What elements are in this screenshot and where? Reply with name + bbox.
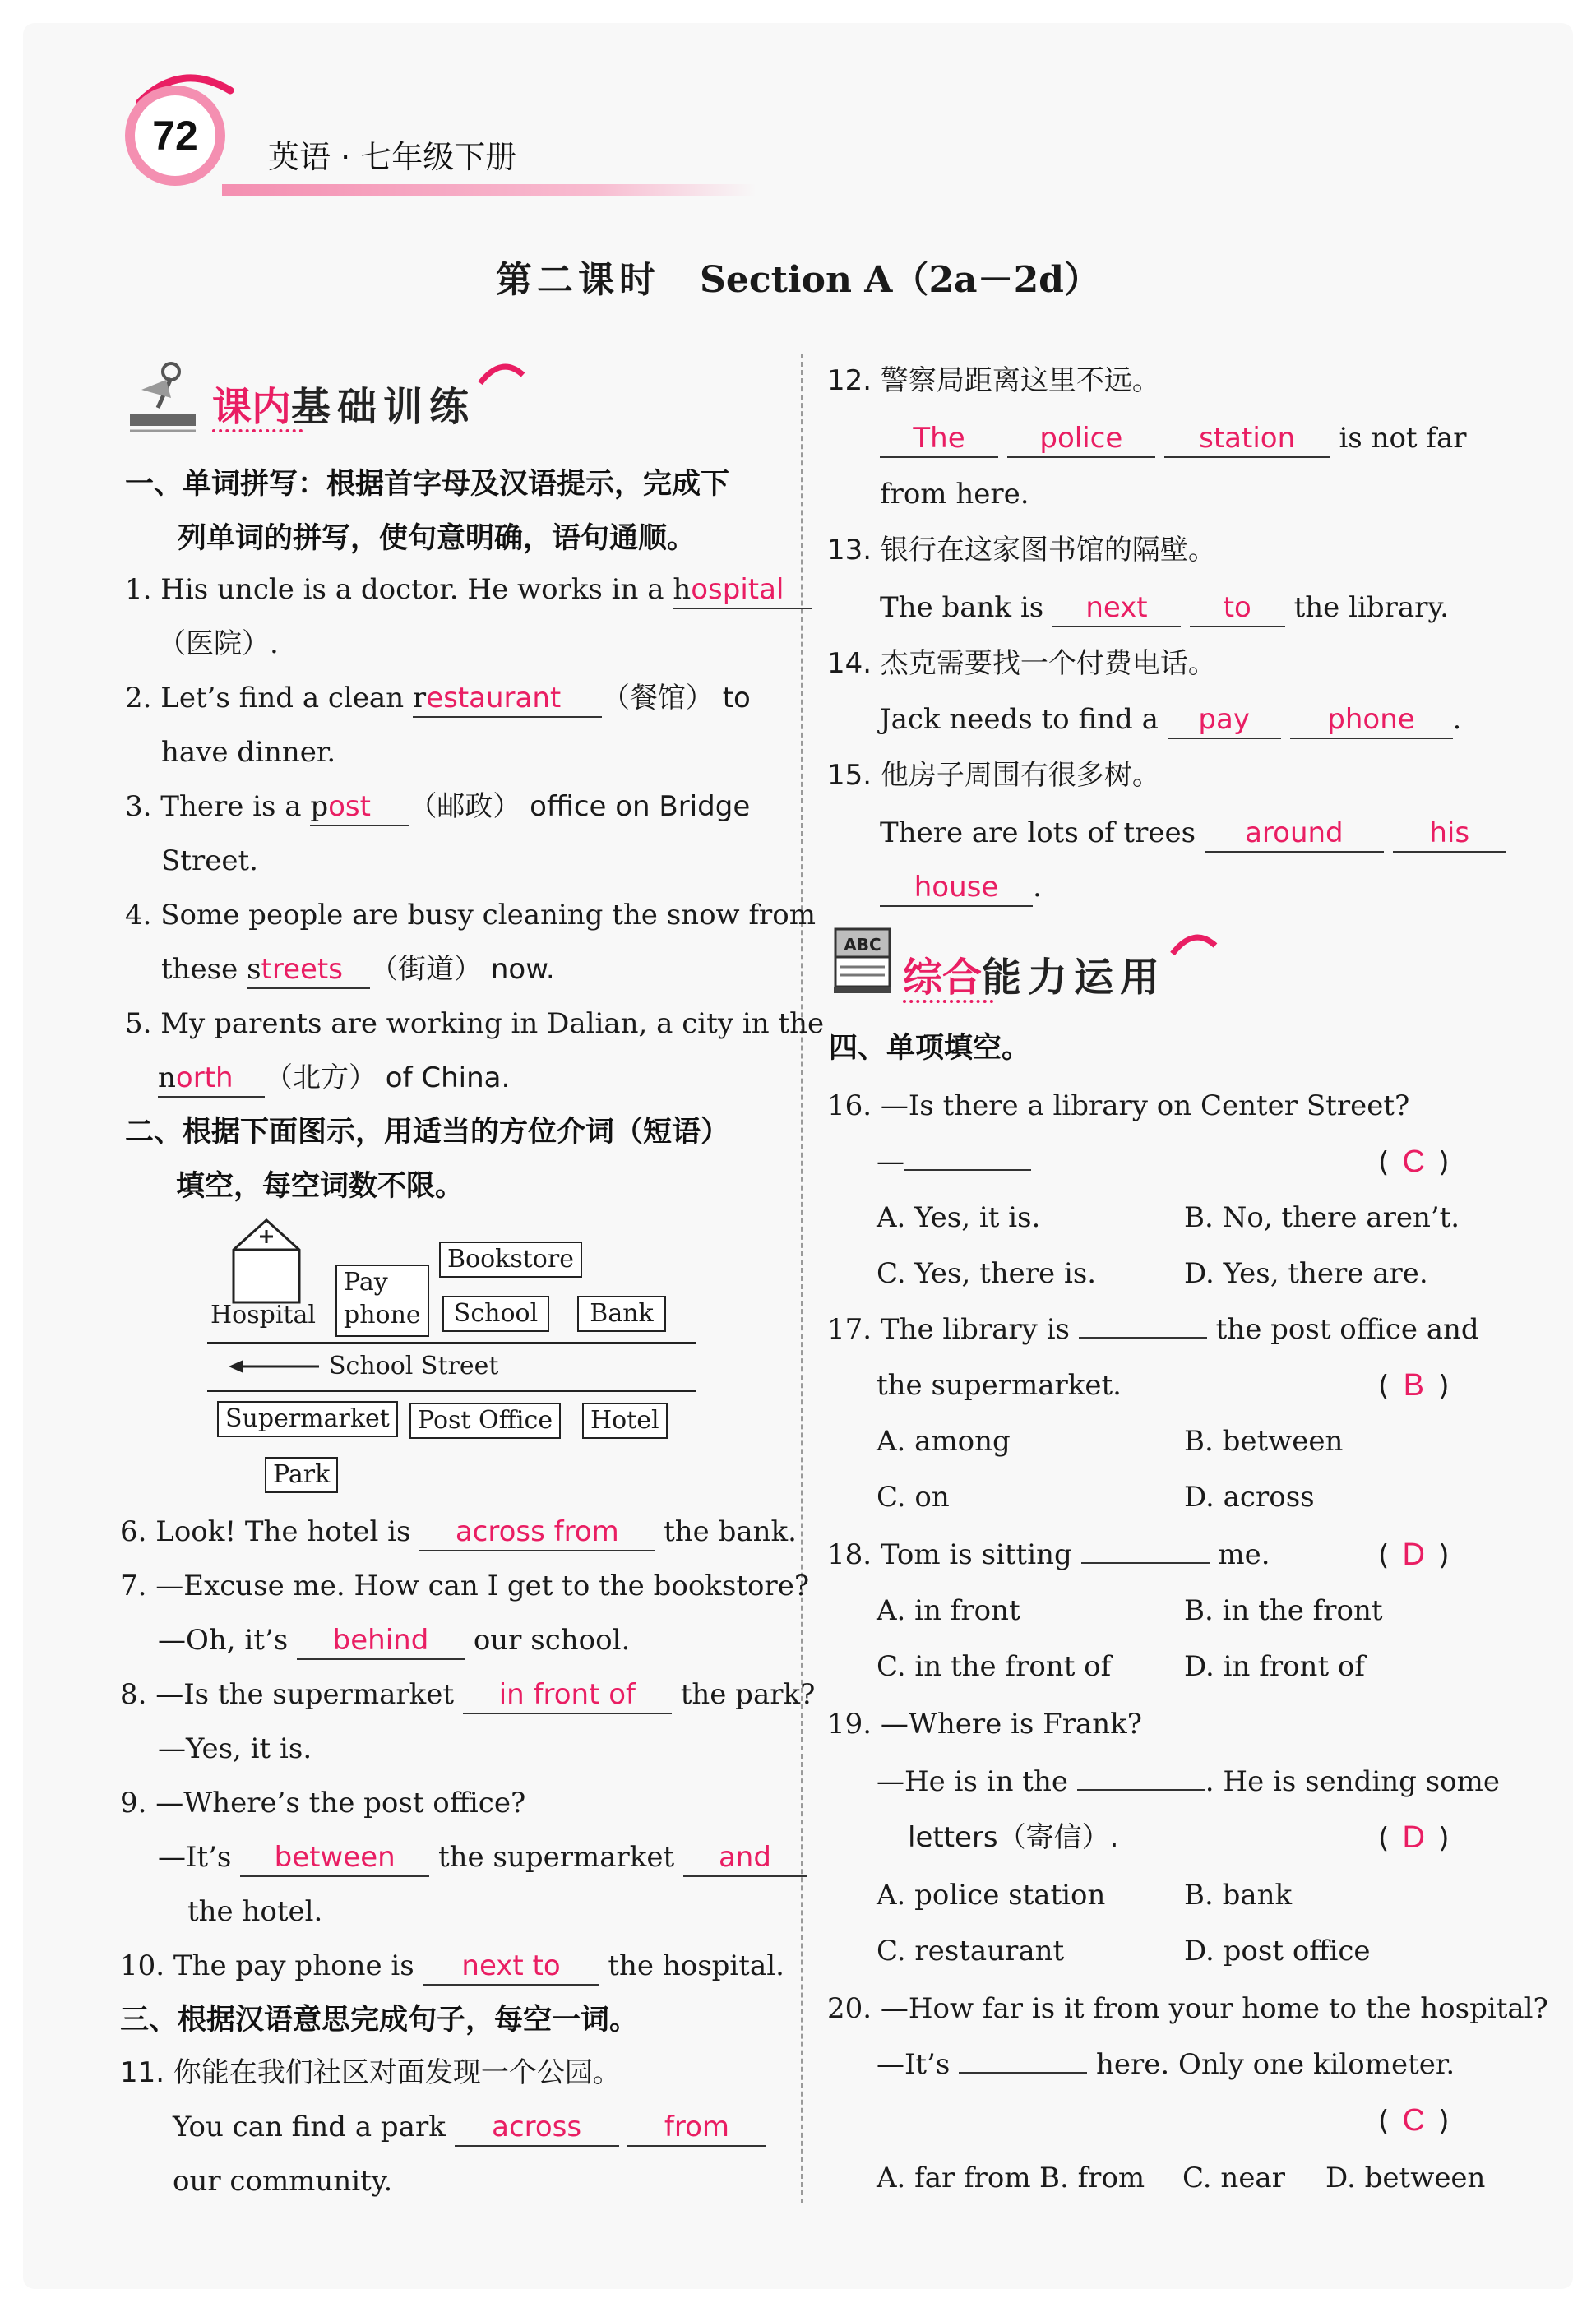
street-bottom-line — [207, 1390, 696, 1392]
q10-pre: 10. The pay phone is — [120, 1949, 414, 1982]
q20-option-c[interactable]: C. near — [1182, 2162, 1285, 2194]
column-divider — [801, 354, 803, 2203]
q20-pre: —It’s — [877, 2048, 951, 2081]
q5-first: n — [158, 1061, 176, 1094]
q11-pre: You can find a park — [173, 2111, 446, 2143]
q18-option-b[interactable]: B. in the front — [1184, 1594, 1383, 1627]
q4-line2 — [161, 942, 555, 996]
q18-blank[interactable] — [1081, 1562, 1210, 1564]
q1-line1 — [125, 562, 812, 617]
q15-line2 — [880, 806, 1506, 860]
left-arrow-icon — [227, 1357, 322, 1376]
q7-line2 — [158, 1613, 630, 1667]
map-park: Park — [265, 1457, 338, 1493]
q20-choice: C — [1402, 2103, 1425, 2138]
q11-cn: 11. 你能在我们社区对面发现一个公园。 — [120, 2056, 621, 2089]
q18-post: me. — [1218, 1538, 1270, 1571]
q10-line — [120, 1939, 784, 1993]
part1-heading-2: 列单词的拼写，使句意明确，语句通顺。 — [178, 522, 696, 555]
q4-first: s — [247, 953, 261, 986]
q18-choice-paren: ( D ) — [1378, 1528, 1450, 1583]
banner-swoosh-icon — [477, 355, 526, 388]
q16-option-c[interactable]: C. Yes, there is. — [877, 1257, 1097, 1290]
q10-post: the hospital. — [608, 1949, 784, 1982]
q17-option-a[interactable]: A. among — [877, 1425, 1011, 1458]
part2-heading-2: 填空，每空词数不限。 — [176, 1170, 465, 1203]
map-pay: Pay — [344, 1268, 388, 1297]
q6-line — [120, 1505, 797, 1559]
q17-line1 — [827, 1302, 1479, 1357]
q19-line2 — [877, 1755, 1500, 1809]
q9-mid: the supermarket — [437, 1841, 675, 1874]
q20-post: here. Only one kilometer. — [1095, 2048, 1455, 2081]
part2-heading-1: 二、根据下面图示，用适当的方位介词（短语） — [125, 1116, 730, 1149]
q16-option-d[interactable]: D. Yes, there are. — [1184, 1257, 1428, 1290]
q20-blank[interactable] — [959, 2072, 1087, 2074]
q17-post: the post office and — [1215, 1313, 1479, 1346]
q17-pre: 17. The library is — [827, 1313, 1071, 1346]
q3-blank[interactable] — [310, 788, 409, 826]
q14-cn: 14. 杰克需要找一个付费电话。 — [827, 647, 1216, 680]
q18-option-c[interactable]: C. in the front of — [877, 1650, 1112, 1683]
q19-option-c[interactable]: C. restaurant — [877, 1935, 1065, 1968]
q18-choice: D — [1402, 1537, 1425, 1572]
q6-answer[interactable]: across from — [419, 1514, 655, 1551]
q11-answer-1[interactable]: across — [455, 2109, 619, 2147]
q8-pre: 8. —Is the supermarket — [120, 1678, 455, 1711]
q5-post: （北方） of China. — [265, 1061, 511, 1094]
q8-line1 — [120, 1667, 815, 1722]
q2-line2: have dinner. — [161, 736, 336, 769]
q17-choice: B — [1403, 1368, 1424, 1403]
q3-answer: ost — [328, 790, 371, 823]
q3-line1 — [125, 779, 750, 834]
q14-answer-2[interactable]: phone — [1290, 701, 1453, 739]
q9-line3: the hotel. — [187, 1895, 323, 1928]
q19-option-b[interactable]: B. bank — [1184, 1879, 1293, 1912]
q19-pre: —He is in the — [877, 1765, 1068, 1798]
q9-pre: —It’s — [158, 1841, 232, 1874]
q14-answer-1[interactable]: pay — [1168, 701, 1281, 739]
q16-line1: 16. —Is there a library on Center Street? — [827, 1089, 1410, 1122]
q9-answer-1[interactable]: between — [240, 1839, 429, 1877]
q20-choice-paren: ( C ) — [1378, 2093, 1450, 2148]
q17-blank[interactable] — [1079, 1337, 1207, 1339]
q9-line1: 9. —Where’s the post office? — [120, 1787, 526, 1820]
q5-blank[interactable] — [158, 1060, 265, 1098]
q20-line2 — [877, 2037, 1455, 2092]
q19-post: . He is sending some — [1205, 1765, 1500, 1798]
q1-first: h — [673, 573, 692, 606]
q14-post: . — [1452, 703, 1462, 736]
q4-blank[interactable] — [247, 951, 370, 989]
svg-text:ABC: ABC — [844, 935, 881, 955]
q2-pre: 2. Let’s find a clean — [125, 682, 405, 714]
q5-answer: orth — [175, 1061, 234, 1094]
q13-answer-1[interactable]: next — [1052, 590, 1181, 627]
abc-book-icon — [832, 926, 895, 998]
map-bookstore: Bookstore — [439, 1242, 582, 1278]
q2-blank[interactable] — [413, 680, 602, 718]
q9-line2 — [158, 1830, 807, 1884]
q3-first: p — [310, 790, 329, 823]
lesson-title — [0, 250, 1596, 303]
q13-pre: The bank is — [880, 591, 1044, 624]
q11-line2 — [173, 2100, 766, 2154]
q18-option-a[interactable]: A. in front — [877, 1594, 1020, 1627]
q19-line1: 19. —Where is Frank? — [827, 1708, 1142, 1741]
q2-line1 — [125, 671, 751, 725]
q11-answer-2[interactable]: from — [627, 2109, 766, 2147]
page-number: 72 — [135, 95, 215, 176]
q2-first: r — [412, 682, 427, 714]
q16-option-b[interactable]: B. No, there aren’t. — [1184, 1201, 1460, 1234]
q1-line2: （医院）. — [158, 627, 279, 660]
q16-choice: C — [1402, 1144, 1425, 1179]
lesson-title-en: Section A（2a－2d） — [700, 259, 1100, 301]
header-rule — [222, 184, 756, 196]
q12-answer-1[interactable]: The — [880, 420, 998, 458]
q9-answer-2[interactable]: and — [683, 1839, 807, 1877]
section-basic-title-b: 基础训练 — [291, 384, 476, 430]
q16-choice-paren: ( C ) — [1378, 1135, 1450, 1190]
q7-post: our school. — [473, 1624, 631, 1657]
q15-answer-2[interactable]: his — [1393, 815, 1506, 853]
q17-option-c[interactable]: C. on — [877, 1481, 950, 1514]
map-supermarket: Supermarket — [217, 1401, 398, 1437]
q13-answer-2[interactable]: to — [1190, 590, 1285, 627]
q5-line2 — [158, 1051, 510, 1105]
q10-answer[interactable]: next to — [423, 1948, 599, 1986]
q20-option-d[interactable]: D. between — [1325, 2162, 1486, 2194]
q4-post: （街道） now. — [370, 953, 555, 986]
q4-line1: 4. Some people are busy cleaning the snow from — [125, 899, 816, 932]
q2-post: （餐馆） to — [601, 682, 751, 714]
q7-pre: —Oh, it’s — [158, 1624, 289, 1657]
q7-answer[interactable]: behind — [297, 1622, 465, 1660]
q5-line1: 5. My parents are working in Dalian, a city in the — [125, 1007, 825, 1040]
q18-line1 — [827, 1528, 1270, 1582]
q20-option-a[interactable]: A. far from — [877, 2162, 1031, 2194]
map-post-office: Post Office — [409, 1403, 561, 1439]
q14-pre: Jack needs to find a — [880, 703, 1159, 736]
q16-line2 — [877, 1135, 1031, 1189]
map-bank: Bank — [577, 1296, 666, 1332]
banner-dots-2 — [903, 1000, 993, 1003]
hospital-building-icon — [230, 1217, 304, 1307]
q12-cn: 12. 警察局距离这里不远。 — [827, 364, 1160, 397]
q12-line3: from here. — [880, 478, 1029, 511]
q13-cn: 13. 银行在这家图书馆的隔壁。 — [827, 534, 1216, 566]
q8-line2: —Yes, it is. — [158, 1732, 312, 1765]
q6-post: the bank. — [664, 1515, 797, 1548]
section-ability-title-b: 能力运用 — [982, 955, 1167, 1001]
q12-line2 — [880, 411, 1467, 465]
banner-swoosh-icon-2 — [1169, 926, 1219, 959]
q19-option-d[interactable]: D. post office — [1184, 1935, 1371, 1968]
q19-choice: D — [1402, 1820, 1425, 1855]
q15-answer-3[interactable]: house — [880, 869, 1033, 907]
q1-blank[interactable] — [673, 571, 812, 609]
q15-post: . — [1033, 871, 1042, 904]
q11-line3: our community. — [173, 2165, 393, 2198]
banner-dots — [212, 429, 303, 432]
q19-line3: letters（寄信）. — [908, 1821, 1119, 1854]
q13-post: the library. — [1293, 591, 1449, 624]
map-hotel: Hotel — [582, 1403, 668, 1439]
q12-answer-2[interactable]: police — [1007, 420, 1155, 458]
q8-post: the park? — [680, 1678, 816, 1711]
q18-pre: 18. Tom is sitting — [827, 1538, 1072, 1571]
q17-line2: the supermarket. — [877, 1369, 1122, 1402]
q16-option-a[interactable]: A. Yes, it is. — [877, 1201, 1041, 1234]
section-basic-title-a: 课内 — [212, 384, 292, 430]
map-street: School Street — [329, 1352, 499, 1380]
q16-dash: — — [877, 1145, 904, 1178]
q17-choice-paren: ( B ) — [1378, 1358, 1450, 1413]
q16-blank[interactable] — [904, 1169, 1031, 1171]
q14-line2 — [880, 692, 1461, 747]
q15-answer-1[interactable]: around — [1205, 815, 1384, 853]
q17-option-b[interactable]: B. between — [1184, 1425, 1344, 1458]
q18-option-d[interactable]: D. in front of — [1184, 1650, 1365, 1683]
q4-answer: treets — [261, 953, 343, 986]
section-ability-title-a: 综合 — [903, 955, 983, 1001]
map-school: School — [442, 1296, 549, 1332]
q1-answer: ospital — [691, 573, 784, 606]
q6-pre: 6. Look! The hotel is — [120, 1515, 411, 1548]
map-hospital: Hospital — [210, 1301, 316, 1329]
map-pay-phone — [335, 1265, 429, 1337]
street-top-line — [207, 1342, 696, 1344]
q15-cn: 15. 他房子周围有很多树。 — [827, 759, 1160, 792]
q15-pre: There are lots of trees — [880, 816, 1196, 849]
q1-text: 1. His uncle is a doctor. He works in a — [125, 573, 664, 606]
q13-line2 — [880, 580, 1449, 635]
q17-option-d[interactable]: D. across — [1184, 1481, 1315, 1514]
map-phone: phone — [344, 1301, 421, 1329]
lamp-icon — [125, 357, 204, 439]
q7-line1: 7. —Excuse me. How can I get to the bookstore? — [120, 1570, 810, 1602]
q8-answer[interactable]: in front of — [463, 1676, 672, 1714]
book-title: 英语 · 七年级下册 — [268, 139, 517, 175]
q3-line2: Street. — [161, 844, 258, 877]
q19-choice-paren: ( D ) — [1378, 1810, 1450, 1866]
part3-heading: 三、根据汉语意思完成句子，每空一词。 — [120, 2004, 639, 2037]
q2-answer: estaurant — [426, 682, 562, 714]
q4-pre: these — [161, 953, 238, 986]
part1-heading-1: 一、单词拼写：根据首字母及汉语提示，完成下 — [125, 468, 730, 501]
section-banner-ability — [903, 946, 1166, 1003]
q3-pre: 3. There is a — [125, 790, 302, 823]
q19-option-a[interactable]: A. police station — [877, 1879, 1106, 1912]
q20-line1: 20. —How far is it from your home to the hospital? — [827, 1992, 1548, 2025]
part4-heading: 四、单项填空。 — [829, 1032, 1031, 1065]
lesson-title-cn: 第二课时 — [496, 259, 661, 301]
q3-post: （邮政） office on Bridge — [409, 790, 751, 823]
q12-post: is not far — [1339, 422, 1467, 455]
q19-blank[interactable] — [1077, 1789, 1205, 1791]
q15-line3 — [880, 860, 1042, 914]
q12-answer-3[interactable]: station — [1164, 420, 1330, 458]
section-banner-basic — [212, 375, 475, 432]
q20-option-b[interactable]: B. from — [1039, 2162, 1145, 2194]
